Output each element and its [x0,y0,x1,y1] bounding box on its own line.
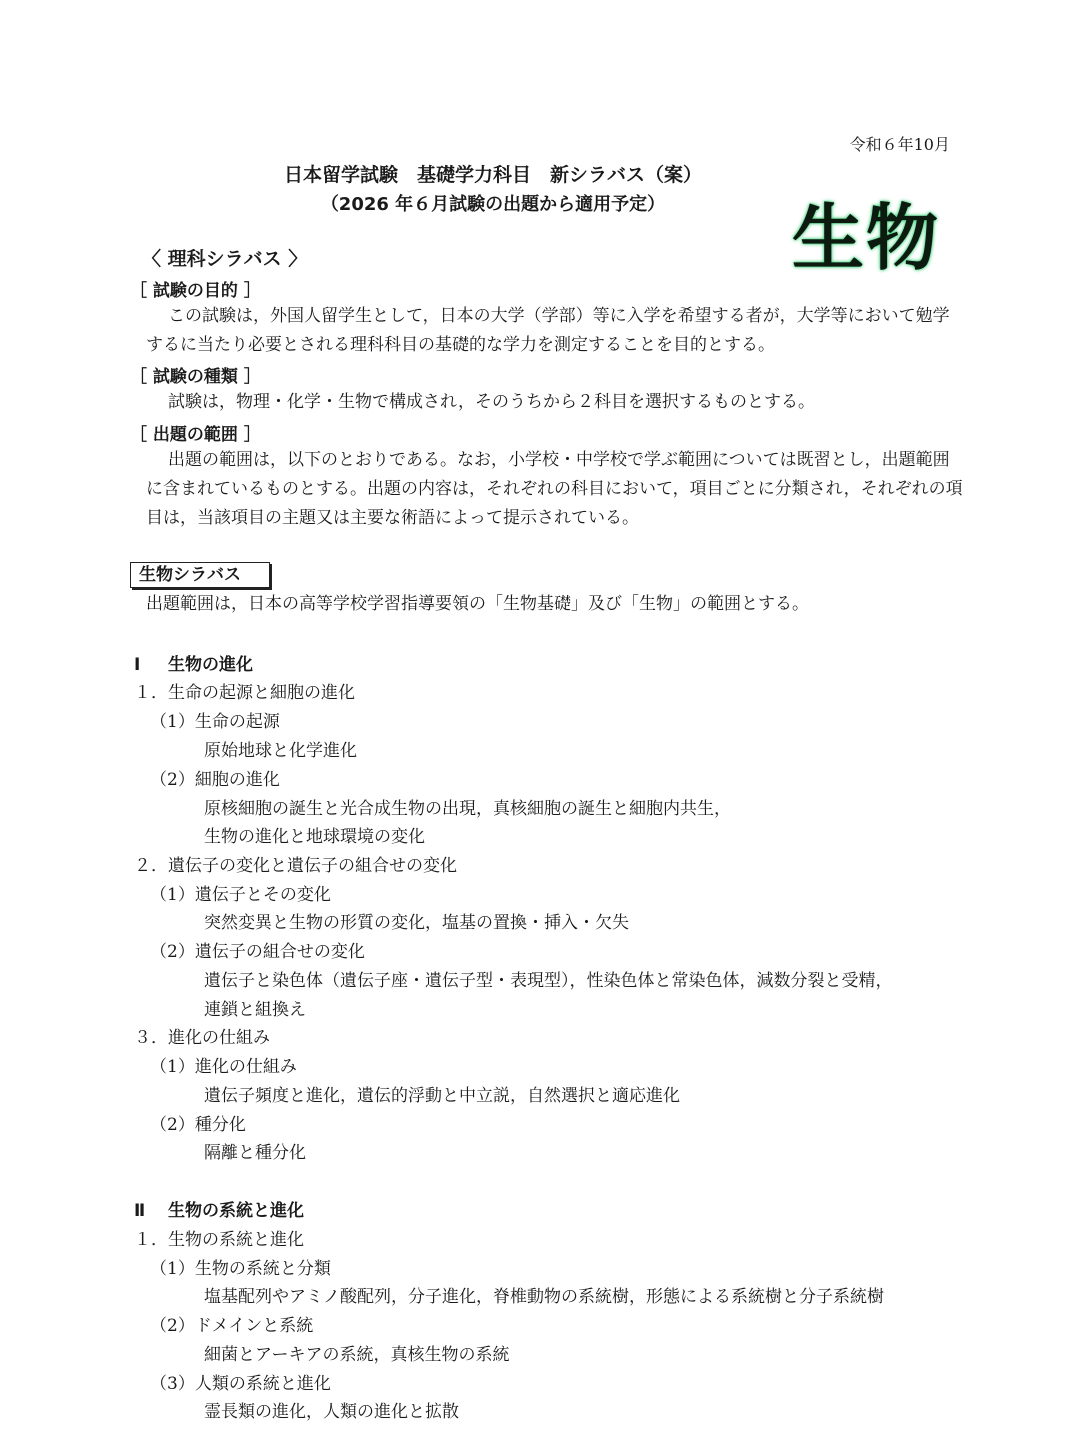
subject-stamp: 生物 [792,196,941,280]
title-line-1: 日本留学試験 基礎学力科目 新シラバス（案） [283,164,702,186]
list-item: （1）進化の仕組み [150,1057,297,1077]
chapter-title: 生物の系統と進化 [168,1201,304,1221]
list-item: （2）種分化 [150,1115,246,1135]
list-item: １．生命の起源と細胞の進化 [134,683,355,703]
title-line-2: （2026 年６月試験の出題から適用予定） [320,194,666,215]
biology-scope-text: 出題範囲は，日本の高等学校学習指導要領の「生物基礎」及び「生物」の範囲とする。 [146,594,809,614]
list-item: 霊長類の進化，人類の進化と拡散 [204,1402,459,1422]
chapter-number: Ⅱ [134,1201,146,1221]
scope-heading: ［ 出題の範囲 ］ [130,425,261,445]
purpose-heading: ［ 試験の目的 ］ [130,281,261,301]
document-date: 令和６年10月 [849,135,950,154]
list-item: 遺伝子頻度と進化，遺伝的浮動と中立説，自然選択と適応進化 [204,1086,680,1106]
types-text: 試験は，物理・化学・生物で構成され，そのうちから２科目を選択するものとする。 [168,392,816,412]
list-item: ２．遺伝子の変化と遺伝子の組合せの変化 [134,856,457,876]
list-item: ３．進化の仕組み [134,1028,270,1048]
biology-syllabus-box: 生物シラバス [130,562,270,588]
list-item: １．生物の系統と進化 [134,1230,304,1250]
list-item: （2）遺伝子の組合せの変化 [150,942,365,962]
list-item: 遺伝子と染色体（遺伝子座・遺伝子型・表現型），性染色体と常染色体，減数分裂と受精， [204,971,893,991]
list-item: 塩基配列やアミノ酸配列，分子進化，脊椎動物の系統樹，形態による系統樹と分子系統樹 [204,1287,884,1307]
list-item: （1）生命の起源 [150,712,280,732]
list-item: 細菌とアーキアの系統，真核生物の系統 [204,1345,510,1365]
chapter-number: Ⅰ [134,655,141,675]
list-item: 突然変異と生物の形質の変化，塩基の置換・挿入・欠失 [204,913,629,933]
list-item: 原始地球と化学進化 [204,741,357,761]
types-heading: ［ 試験の種類 ］ [130,367,261,387]
list-item: （3）人類の系統と進化 [150,1374,331,1394]
list-item: 隔離と種分化 [204,1143,306,1163]
section-label: 〈 理科シラバス 〉 [142,248,308,270]
list-item: 原核細胞の誕生と光合成生物の出現，真核細胞の誕生と細胞内共生， [204,799,731,819]
list-item: 生物の進化と地球環境の変化 [204,827,425,847]
list-item: （1）生物の系統と分類 [150,1259,331,1279]
chapter-title: 生物の進化 [168,655,253,675]
purpose-text: この試験は，外国人留学生として，日本の大学（学部）等に入学を希望する者が，大学等において勉学するに当たり必要とされる理科科目の基礎的な学力を測定することを目的とする。 [146,306,950,355]
list-item: （1）遺伝子とその変化 [150,885,331,905]
list-item: 連鎖と組換え [204,1000,306,1020]
chapter-heading [134,1196,304,1221]
list-item: （2）ドメインと系統 [150,1316,314,1336]
list-item: （2）細胞の進化 [150,770,280,790]
chapter-heading [134,650,253,675]
scope-text: 出題の範囲は，以下のとおりである。なお，小学校・中学校で学ぶ範囲については既習とし，出題範囲に含まれているものとする。出題の内容は，それぞれの科目において，項目ごとに分類され，それぞれの項目は，当該項目の主題又は主要な術語によって提示されている。 [146,450,963,528]
